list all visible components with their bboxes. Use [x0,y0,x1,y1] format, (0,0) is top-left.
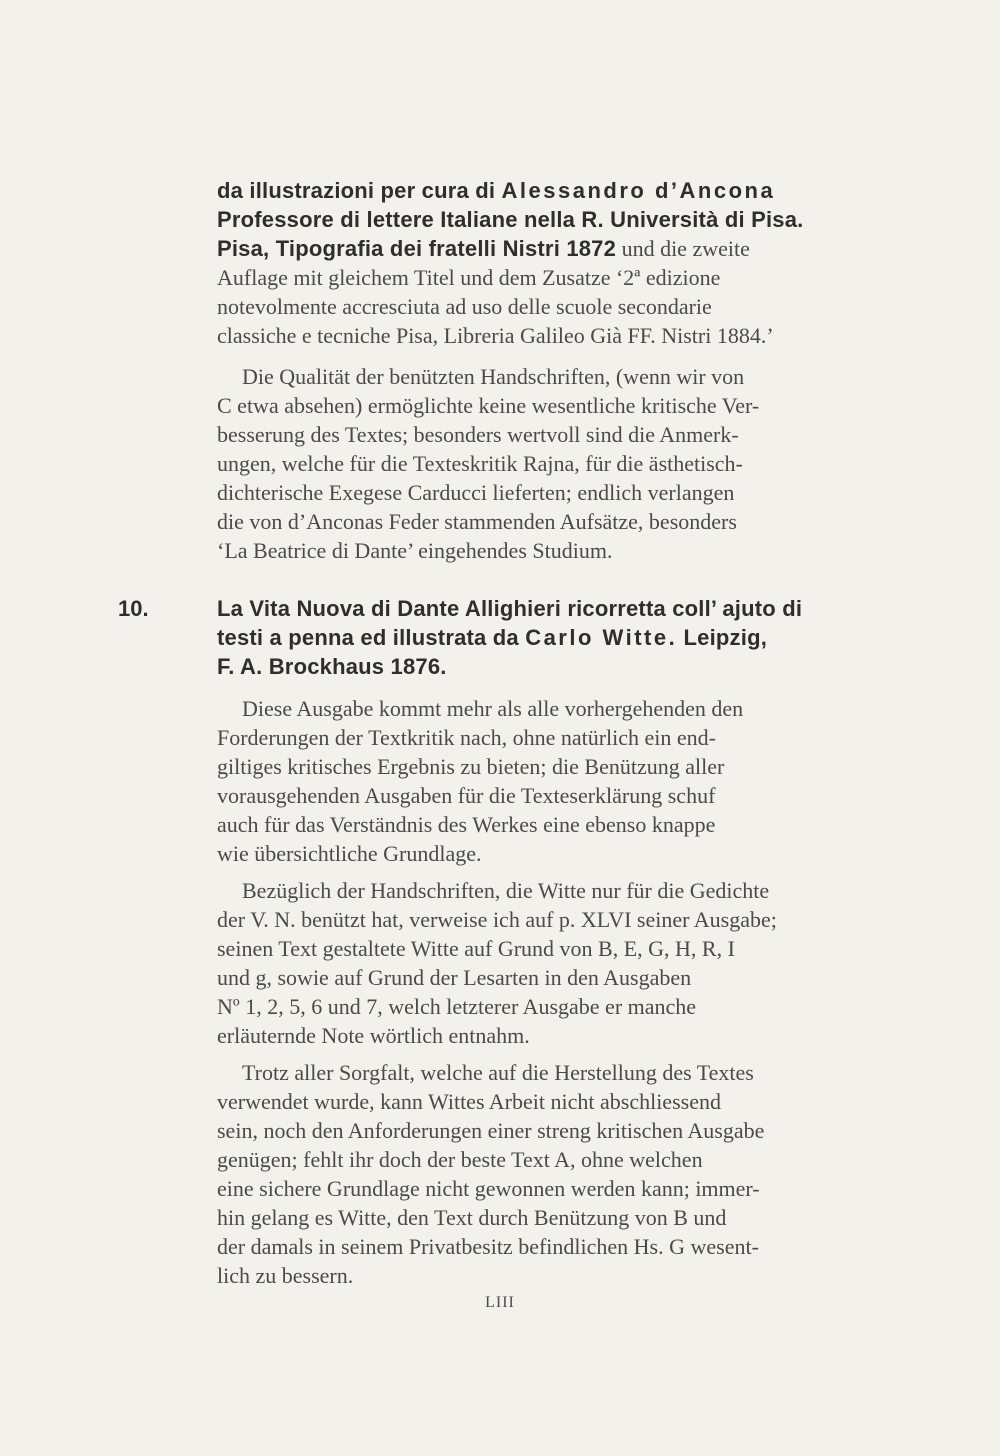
entry-number: 10. [118,596,149,621]
entry-paragraph: Bezüglich der Handschriften, die Witte nur für die Gedichte der V. N. benützt hat, verweise ich auf p. XLVI seiner Ausgabe; seinen Text gestaltete Witte auf Grund von B, E, G, H, R, I und g, sowie auf Grund der Lesarten in den Ausgaben Nº 1, 2, 5, 6 und 7, welch letzterer Ausgabe er manche erläuternde Note wörtlich entnahm. [217,878,777,1048]
intro-bold-publisher: Professore di lettere Italiane nella R. Università di Pisa. Pisa, Tipografia dei fratelli Nistri 1872 [217,207,804,261]
intro-bold-text: da illustrazioni per cura di [217,178,502,203]
entry-title-part-2: Leipzig, F. A. Brockhaus 1876. [217,625,768,679]
entry-title-part-1: La Vita Nuova di Dante Allighieri ricorretta coll’ ajuto di testi a penna ed illustrata da [217,596,803,650]
intro-normal-text: und die zweite Auflage mit gleichem Titel und dem Zusatze ‘2ª edizione notevolmente accresciuta ad uso delle scuole secondarie classiche e tecniche Pisa, Libreria Galileo Già FF. Nistri 1884.’ [217,236,774,348]
entry-10-heading [217,594,868,681]
page-number: LIII [485,1294,515,1311]
intro-paragraph [217,176,868,350]
entry-10-body [217,694,868,1290]
paragraph-text: Die Qualität der benützten Handschriften, (wenn wir von C etwa absehen) ermöglichte keine wesentliche kritische Ver- besserung des Textes; besonders wertvoll sind die Anmerk- ungen, welche für die Texteskritik Rajna, für die ästhetisch- dichterische Exegese Carducci lieferten; endlich verlangen die von d’Anconas Feder stammenden Aufsätze, besonders ‘La Beatrice di Dante’ eingehendes Studium. [217,364,760,563]
entry-title-author: Carlo Witte. [525,625,678,650]
entry-paragraph: Trotz aller Sorgfalt, welche auf die Herstellung des Textes verwendet wurde, kann Wittes Arbeit nicht abschliessend sein, noch den Anforderungen einer streng kritischen Ausgabe genügen; fehlt ihr doch der beste Text A, ohne welchen eine sichere Grundlage nicht gewonnen werden kann; immer- hin gelang es Witte, den Text durch Benützung von B und der damals in seinem Privatbesitz befindlichen Hs. G wesent- lich zu bessern. [217,1060,765,1288]
intro-author-name: Alessandro d’Ancona [501,178,776,203]
paragraph-quality [217,362,868,565]
entry-paragraph: Diese Ausgabe kommt mehr als alle vorhergehenden den Forderungen der Textkritik nach, ohne natürlich ein end- giltiges kritisches Ergebnis zu bieten; die Benützung aller vorausgehenden Ausgaben für die Texteserklärung schuf auch für das Verständnis des Werkes eine ebenso knappe wie übersichtliche Grundlage. [217,696,744,866]
